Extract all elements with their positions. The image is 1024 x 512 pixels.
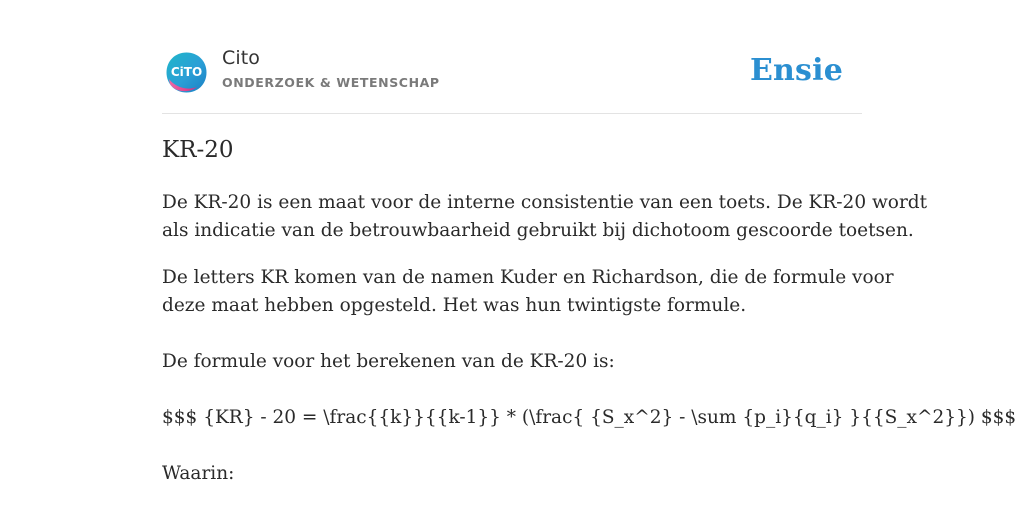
page-title: KR-20 (162, 137, 234, 163)
brand-subtitle: ONDERZOEK & WETENSCHAP (222, 75, 440, 90)
paragraph-2-line-2: deze maat hebben opgesteld. Het was hun twintigste formule. (162, 295, 747, 316)
paragraph-1-line-2: als indicatie van de betrouwbaarheid gebruikt bij dichotoom gescoorde toetsen. (162, 220, 914, 241)
cito-logo-icon[interactable] (165, 51, 208, 94)
brand-name[interactable]: Cito (222, 47, 261, 69)
paragraph-1-line-1: De KR-20 is een maat voor de interne consistentie van een toets. De KR-20 wordt (162, 192, 928, 213)
paragraph-2-line-1: De letters KR komen van de namen Kuder en Richardson, die de formule voor (162, 267, 894, 288)
page-container (162, 0, 1017, 484)
ensie-logo[interactable]: Ensie (749, 53, 843, 88)
header (162, 0, 862, 114)
article-paragraph-1 (162, 189, 928, 245)
logo-text: CiTO (170, 65, 203, 79)
formula-intro: De formule voor het berekenen van de KR-20 is: (162, 351, 615, 372)
formula: $$$ {KR} - 20 = \frac{{k}}{{k-1}} * (\frac{ {S_x^2} - \sum {p_i}{q_i} }{{S_x^2}}) $$$ (162, 407, 1017, 428)
article-paragraph-2 (162, 264, 894, 320)
waarin-label: Waarin: (162, 463, 235, 484)
